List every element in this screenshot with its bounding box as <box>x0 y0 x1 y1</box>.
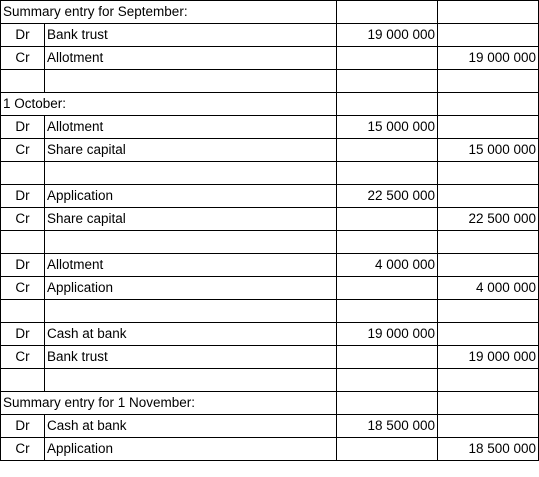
credit-cell <box>438 231 539 254</box>
debit-amount: 19 000 000 <box>337 24 438 47</box>
credit-cell <box>438 392 539 415</box>
drcr-indicator: Cr <box>1 208 45 231</box>
drcr-indicator: Dr <box>1 415 45 438</box>
debit-cell <box>337 300 438 323</box>
credit-amount: 22 500 000 <box>438 208 539 231</box>
journal-entry-row <box>1 415 539 438</box>
debit-amount: 15 000 000 <box>337 116 438 139</box>
debit-cell <box>337 231 438 254</box>
drcr-indicator: Dr <box>1 116 45 139</box>
debit-amount <box>337 47 438 70</box>
credit-cell <box>438 1 539 24</box>
debit-amount: 19 000 000 <box>337 323 438 346</box>
section-heading: 1 October: <box>1 93 337 116</box>
debit-cell <box>337 392 438 415</box>
debit-amount: 18 500 000 <box>337 415 438 438</box>
journal-entry-row <box>1 323 539 346</box>
drcr-cell <box>1 300 45 323</box>
blank-row <box>1 162 539 185</box>
journal-entry-row <box>1 185 539 208</box>
debit-amount: 4 000 000 <box>337 254 438 277</box>
drcr-cell <box>1 369 45 392</box>
credit-amount <box>438 185 539 208</box>
drcr-indicator: Cr <box>1 438 45 461</box>
credit-amount <box>438 254 539 277</box>
credit-amount: 15 000 000 <box>438 139 539 162</box>
debit-cell <box>337 70 438 93</box>
drcr-cell <box>1 231 45 254</box>
journal-entry-row <box>1 346 539 369</box>
journal-entry-row <box>1 47 539 70</box>
journal-entry-row <box>1 24 539 47</box>
debit-cell <box>337 93 438 116</box>
journal-entry-row <box>1 438 539 461</box>
debit-amount: 22 500 000 <box>337 185 438 208</box>
debit-cell <box>337 369 438 392</box>
account-cell <box>45 300 337 323</box>
credit-cell <box>438 369 539 392</box>
account-cell <box>45 369 337 392</box>
journal-body <box>1 1 539 461</box>
credit-amount <box>438 24 539 47</box>
account-name: Bank trust <box>45 346 337 369</box>
credit-amount <box>438 116 539 139</box>
account-cell <box>45 231 337 254</box>
section-heading-row <box>1 392 539 415</box>
section-heading: Summary entry for September: <box>1 1 337 24</box>
account-cell <box>45 70 337 93</box>
credit-cell <box>438 70 539 93</box>
account-name: Cash at bank <box>45 415 337 438</box>
debit-amount <box>337 438 438 461</box>
account-cell <box>45 162 337 185</box>
debit-amount <box>337 277 438 300</box>
account-name: Allotment <box>45 47 337 70</box>
drcr-indicator: Dr <box>1 24 45 47</box>
credit-cell <box>438 93 539 116</box>
drcr-indicator: Dr <box>1 323 45 346</box>
journal-entry-row <box>1 277 539 300</box>
blank-row <box>1 70 539 93</box>
account-name: Application <box>45 438 337 461</box>
journal-entry-row <box>1 254 539 277</box>
account-name: Application <box>45 185 337 208</box>
account-name: Allotment <box>45 254 337 277</box>
drcr-indicator: Dr <box>1 254 45 277</box>
section-heading-row <box>1 1 539 24</box>
debit-cell <box>337 162 438 185</box>
blank-row <box>1 300 539 323</box>
section-heading-row <box>1 93 539 116</box>
drcr-indicator: Cr <box>1 47 45 70</box>
section-heading: Summary entry for 1 November: <box>1 392 337 415</box>
account-name: Share capital <box>45 208 337 231</box>
drcr-cell <box>1 162 45 185</box>
credit-amount: 18 500 000 <box>438 438 539 461</box>
drcr-indicator: Dr <box>1 185 45 208</box>
drcr-indicator: Cr <box>1 277 45 300</box>
journal-entry-row <box>1 139 539 162</box>
credit-amount <box>438 323 539 346</box>
blank-row <box>1 369 539 392</box>
drcr-cell <box>1 70 45 93</box>
credit-amount: 19 000 000 <box>438 346 539 369</box>
credit-amount <box>438 415 539 438</box>
blank-row <box>1 231 539 254</box>
account-name: Application <box>45 277 337 300</box>
account-name: Bank trust <box>45 24 337 47</box>
debit-amount <box>337 346 438 369</box>
journal-entry-row <box>1 208 539 231</box>
account-name: Cash at bank <box>45 323 337 346</box>
account-name: Share capital <box>45 139 337 162</box>
debit-amount <box>337 208 438 231</box>
drcr-indicator: Cr <box>1 346 45 369</box>
drcr-indicator: Cr <box>1 139 45 162</box>
credit-cell <box>438 162 539 185</box>
credit-amount: 19 000 000 <box>438 47 539 70</box>
debit-amount <box>337 139 438 162</box>
credit-cell <box>438 300 539 323</box>
journal-entry-row <box>1 116 539 139</box>
credit-amount: 4 000 000 <box>438 277 539 300</box>
debit-cell <box>337 1 438 24</box>
account-name: Allotment <box>45 116 337 139</box>
